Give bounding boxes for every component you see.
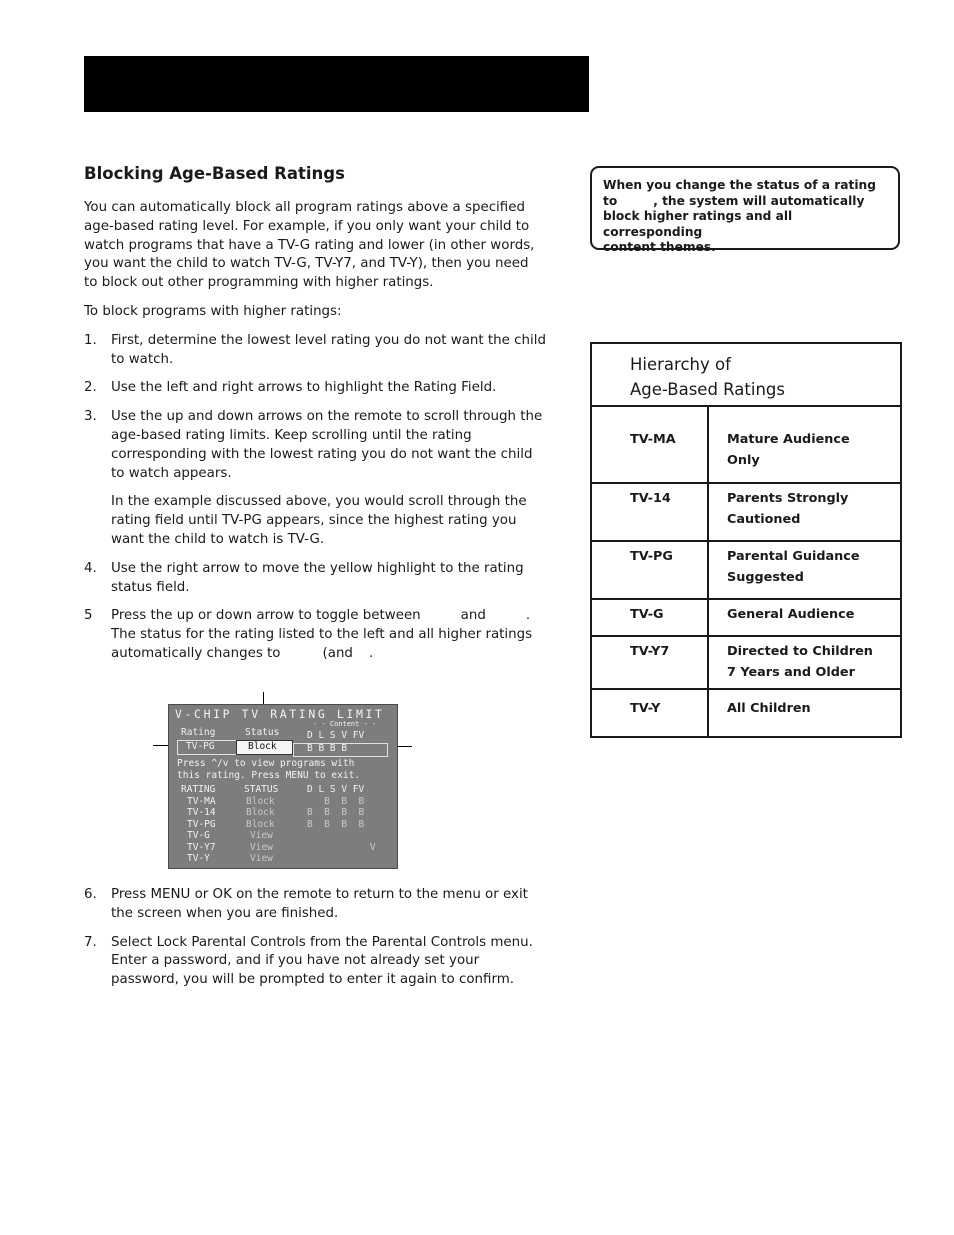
step-1: 1. First, determine the lowest level rating you do not want the child to watch. xyxy=(84,332,546,367)
table-row: TV-Y All Children xyxy=(592,690,900,736)
tv-list-status: Block xyxy=(246,807,275,818)
main-column-bottom xyxy=(84,886,546,1000)
tv-title: V-CHIP TV RATING LIMIT xyxy=(175,707,385,721)
step-2: 2. Use the left and right arrows to highlight the Rating Field. xyxy=(84,380,497,396)
tv-list-content: V xyxy=(307,842,376,853)
step-5: 5 Press the up or down arrow to toggle between and . The status for the rating listed to the left and all higher ratings automatically changes to (and . xyxy=(84,608,533,661)
step-4: 4. Use the right arrow to move the yellow highlight to the rating status field. xyxy=(84,560,524,595)
step-6: 6. Press MENU or OK on the remote to return to the menu or exit the screen when you are finished. xyxy=(84,887,528,921)
step-3-continued: In the example discussed above, you would scroll through the rating field until TV-PG appears, since the highest rating you want the child to watch is TV-G. xyxy=(111,494,527,547)
tv-current-content: B B B B xyxy=(307,743,348,754)
status-field-highlight[interactable] xyxy=(236,740,293,755)
ratings-hierarchy-table xyxy=(590,342,902,738)
tv-list-status: Block xyxy=(246,819,275,830)
tv-list-status: Block xyxy=(246,796,275,807)
intro-paragraph: You can automatically block all program ratings above a specified age-based rating level. For example, if you only want your child to watch programs that have a TV-G rating and lower (in other words, you want the child to watch TV-G, TV-Y7, and TV-Y), then you need to block out other programming with higher ratings. xyxy=(84,200,535,291)
table-title: Hierarchy of Age-Based Ratings xyxy=(592,344,900,407)
tv-list-rating: TV-Y7 xyxy=(187,842,216,853)
tv-rating-label: Rating xyxy=(181,727,216,738)
table-row: TV-G General Audience xyxy=(592,600,900,637)
table-row: TV-MA Mature Audience Only xyxy=(592,407,900,484)
step-7: 7. Select Lock Parental Controls from the Parental Controls menu. Enter a password, and if you have not already set your password, you will be prompted to enter it again to confirm. xyxy=(84,934,533,988)
tv-help-line1: Press ^/v to view programs with xyxy=(177,758,355,769)
page-header-bar xyxy=(84,56,589,112)
table-row: TV-Y7 Directed to Children 7 Years and Older xyxy=(592,637,900,690)
tv-list-status: View xyxy=(250,830,273,841)
tv-list-rating: TV-PG xyxy=(187,819,216,830)
table-row: TV-14 Parents Strongly Cautioned xyxy=(592,484,900,542)
tv-list-content: B B B xyxy=(307,796,365,807)
tv-list-status: View xyxy=(250,842,273,853)
table-row: TV-PG Parental Guidance Suggested xyxy=(592,542,900,600)
step-3: 3. Use the up and down arrows on the remote to scroll through the age-based rating limits. Keep scrolling until the rating corresponding with the lowest rating you do not want the child to watch appears. xyxy=(84,409,543,481)
tv-status-label: Status xyxy=(245,727,280,738)
lead-in: To block programs with higher ratings: xyxy=(84,303,342,319)
tv-list-rating-hdr: RATING xyxy=(181,784,216,795)
note-box: When you change the status of a rating to , the system will automatically block higher ratings and all corresponding content themes. xyxy=(590,166,900,250)
tv-list-rating: TV-14 xyxy=(187,807,216,818)
tv-content-cols: D L S V FV xyxy=(307,730,365,741)
tv-current-status: Block xyxy=(248,741,277,752)
tv-list-rating: TV-MA xyxy=(187,796,216,807)
tv-list-content-hdr: D L S V FV xyxy=(307,784,365,795)
vchip-screen xyxy=(168,704,398,869)
tv-help-line2: this rating. Press MENU to exit. xyxy=(177,770,361,781)
main-column xyxy=(84,163,546,674)
tv-list-rating: TV-G xyxy=(187,830,210,841)
tv-list-content: B B B B xyxy=(307,807,365,818)
tv-list-status: View xyxy=(250,853,273,864)
tv-current-rating: TV-PG xyxy=(186,741,215,752)
tv-list-content: B B B B xyxy=(307,819,365,830)
tv-list-rating: TV-Y xyxy=(187,853,210,864)
section-title: Blocking Age-Based Ratings xyxy=(84,164,345,183)
tv-list-status-hdr: STATUS xyxy=(244,784,279,795)
tv-content-label: - - Content - - xyxy=(313,720,377,728)
